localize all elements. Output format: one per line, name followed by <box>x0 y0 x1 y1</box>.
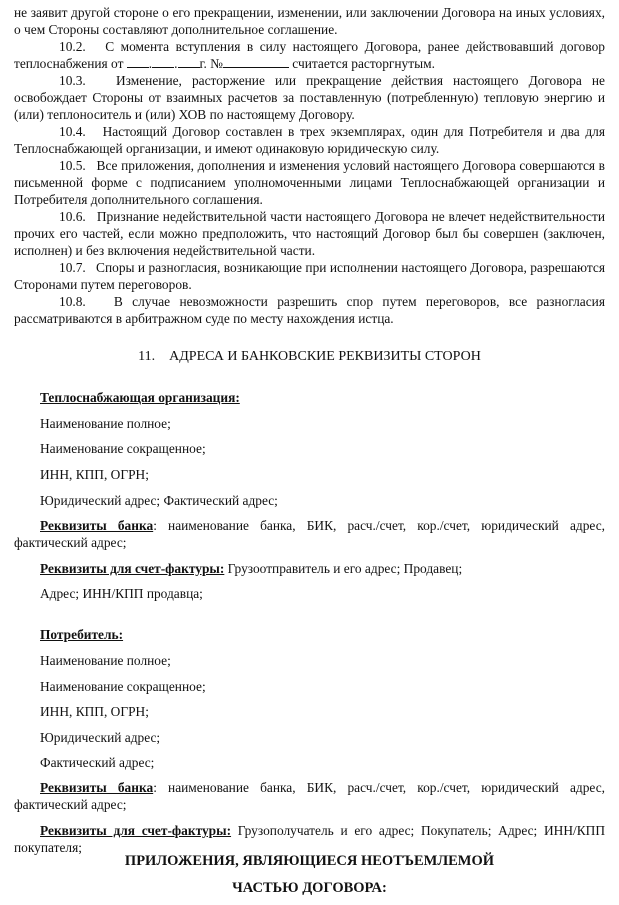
supplier-bank: Реквизиты банка: наименование банка, БИК, расч./счет, кор./счет, юридический адрес, фактический адрес; <box>14 518 605 550</box>
clause-10-4: 10.4. Настоящий Договор составлен в трех экземплярах, один для Потребителя и два для Теплоснабжающей организации, и имеют одинаковую юридическую силу. <box>14 124 605 156</box>
clause-10-1-continued: не заявит другой стороне о его прекращении, изменении, или заключении Договора на иных условиях, о чем Стороны составляют дополнительное соглашение. <box>14 5 605 37</box>
consumer-bank: Реквизиты банка: наименование банка, БИК, расч./счет, кор./счет, юридический адрес, фактический адрес; <box>14 780 605 812</box>
supplier-heading: Теплоснабжающая организация: <box>40 390 240 405</box>
clauses-block <box>14 4 605 327</box>
clause-10-3: 10.3. Изменение, расторжение или прекращение действия настоящего Договора не освобождает Стороны от взаимных расчетов за поставленную (потребленную) тепловую энергию и (или) теплоноситель и (или) ХОВ по настоящему Договору. <box>14 73 605 122</box>
consumer-short-name: Наименование сокращенное; <box>40 679 206 694</box>
consumer-invoice: Реквизиты для счет-фактуры: Грузополучатель и его адрес; Покупатель; Адрес; ИНН/КПП покупателя; <box>14 823 605 855</box>
consumer-ids: ИНН, КПП, ОГРН; <box>40 704 149 719</box>
consumer-actual-address: Фактический адрес; <box>40 755 155 770</box>
supplier-invoice-cont: Адрес; ИНН/КПП продавца; <box>40 586 203 601</box>
consumer-heading: Потребитель: <box>40 627 124 642</box>
consumer-legal-address: Юридический адрес; <box>40 730 161 745</box>
consumer-full-name: Наименование полное; <box>40 653 171 668</box>
section-11-title: 11. АДРЕСА И БАНКОВСКИЕ РЕКВИЗИТЫ СТОРОН <box>138 349 481 364</box>
supplier-address: Юридический адрес; Фактический адрес; <box>40 493 278 508</box>
dot-separator: . <box>174 56 178 71</box>
appendix-heading-line1: ПРИЛОЖЕНИЯ, ЯВЛЯЮЩИЕСЯ НЕОТЪЕМЛЕМОЙ <box>124 853 495 869</box>
clause-10-8: 10.8. В случае невозможности разрешить спор путем переговоров, все разногласия рассматриваются в арбитражном суде по месту нахождения истца. <box>14 294 605 326</box>
supplier-invoice: Реквизиты для счет-фактуры: Грузоотправитель и его адрес; Продавец; <box>40 561 463 576</box>
supplier-ids: ИНН, КПП, ОГРН; <box>40 467 149 482</box>
clause-10-7: 10.7. Споры и разногласия, возникающие при исполнении настоящего Договора, разрешаются Сторонами путем переговоров. <box>14 260 605 292</box>
clause-10-5: 10.5. Все приложения, дополнения и изменения условий настоящего Договора совершаются в письменной форме с подписанием уполномоченными лицами Теплоснабжающей организации и Потребителя дополнительного соглашения. <box>14 158 605 207</box>
appendix-heading-line2: ЧАСТЬЮ ДОГОВОРА: <box>232 880 387 896</box>
clause-10-6: 10.6. Признание недействительной части настоящего Договора не влечет недействительности прочих его частей, если можно предположить, что настоящий Договор был бы совершен (заключен, исполнен) и без включения недействительной части. <box>14 209 605 258</box>
supplier-short-name: Наименование сокращенное; <box>40 441 206 456</box>
supplier-full-name: Наименование полное; <box>40 416 171 431</box>
clause-10-2: 10.2. С момента вступления в силу настоящего Договора, ранее действовавший договор теплоснабжения от . . г. № считается расторгнутым. <box>14 39 605 71</box>
